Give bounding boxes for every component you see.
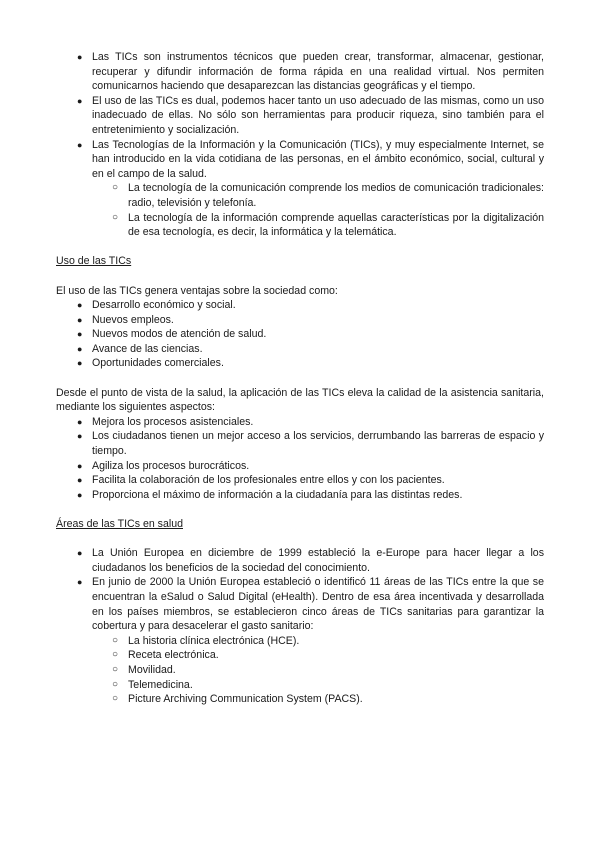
list-item — [56, 415, 544, 430]
bullet-icon: ● — [77, 548, 83, 559]
list-item — [56, 94, 544, 138]
list-item — [56, 575, 544, 706]
bullet-icon: ● — [77, 95, 83, 106]
hollow-bullet-icon: ○ — [112, 649, 119, 661]
hollow-bullet-icon: ○ — [112, 678, 119, 690]
sublist-item-text: La tecnología de la comunicación comprende los medios de comunicación tradicionales: radio, televisión y telefonía. — [128, 182, 544, 209]
list-item-text: El uso de las TICs es dual, podemos hacer tanto un uso adecuado de las mismas, como un uso inadecuado de ellas. No sólo son herramientas para producir riqueza, sino también para el entretenimiento y socialización. — [92, 94, 544, 136]
sublist-item — [92, 678, 544, 693]
sublist-item-text: Movilidad. — [128, 663, 176, 676]
sublist-item — [92, 634, 544, 649]
list-item-text: Nuevos empleos. — [92, 313, 174, 326]
sublist-item — [92, 692, 544, 707]
hollow-bullet-icon: ○ — [112, 182, 119, 194]
salud-list — [56, 415, 544, 503]
areas-list — [56, 546, 544, 707]
hollow-bullet-icon: ○ — [112, 211, 119, 223]
list-item — [56, 473, 544, 488]
hollow-bullet-icon: ○ — [112, 693, 119, 705]
list-item — [56, 50, 544, 94]
list-item — [56, 356, 544, 371]
sublist-item — [92, 211, 544, 240]
sublist-item-text: Telemedicina. — [128, 678, 193, 691]
sublist-item-text: La tecnología de la información comprende aquellas características por la digitalización de esa tecnología, es decir, la informática y la telemática. — [128, 211, 544, 239]
sublist-item — [92, 663, 544, 678]
bullet-icon: ● — [77, 300, 83, 311]
list-item-text: Desarrollo económico y social. — [92, 299, 236, 312]
list-item-text: En junio de 2000 la Unión Europea estableció o identificó 11 áreas de las TICs entre la que se encuentran la eSalud o Salud Digital (eHealth). Dentro de esa área incentivada y desarrollada en los países miembros, se establecieron cinco áreas de TICs sanitarias para garantizar la cobertura y para desacelerar el gasto sanitario: — [92, 576, 544, 633]
list-item-text: Agiliza los procesos burocráticos. — [92, 459, 250, 472]
sublist-item — [92, 648, 544, 663]
list-item-text: Los ciudadanos tienen un mejor acceso a los servicios, derrumbando las barreras de espacio y tiempo. — [92, 430, 544, 458]
intro-list — [56, 50, 544, 240]
bullet-icon: ● — [77, 358, 83, 369]
list-item-text: Mejora los procesos asistenciales. — [92, 415, 254, 428]
list-item — [56, 488, 544, 503]
list-item — [56, 298, 544, 313]
list-item-text: Nuevos modos de atención de salud. — [92, 328, 267, 341]
bullet-icon: ● — [77, 489, 83, 500]
sublist-item-text: Picture Archiving Communication System (PACS). — [128, 693, 363, 706]
list-item — [56, 138, 544, 240]
bullet-icon: ● — [77, 416, 83, 427]
list-item-text: Las TICs son instrumentos técnicos que pueden crear, transformar, almacenar, gestionar, recuperar y difundir información de forma rápida en una realidad virtual. Nos permiten comunicarnos haciendo que desaparezcan las distancias geográficas y el tiempo. — [92, 51, 544, 93]
bullet-icon: ● — [77, 343, 83, 354]
list-item-text: Proporciona el máximo de información a la ciudadanía para las distintas redes. — [92, 488, 463, 501]
uso-lead-paragraph: El uso de las TICs genera ventajas sobre la sociedad como: — [56, 284, 338, 297]
areas-sublist — [92, 634, 544, 707]
bullet-icon: ● — [77, 314, 83, 325]
section-heading-uso: Uso de las TICs — [56, 255, 132, 268]
salud-lead-paragraph: Desde el punto de vista de la salud, la aplicación de las TICs eleva la calidad de la asistencia sanitaria, mediante los siguientes aspectos: — [56, 386, 544, 414]
list-item — [56, 327, 544, 342]
bullet-icon: ● — [77, 52, 83, 62]
list-item — [56, 342, 544, 357]
intro-sublist — [92, 181, 544, 239]
bullet-icon: ● — [77, 329, 83, 340]
bullet-icon: ● — [77, 475, 83, 486]
bullet-icon: ● — [77, 431, 83, 442]
uso-list — [56, 298, 544, 371]
list-item — [56, 459, 544, 474]
bullet-icon: ● — [77, 139, 83, 150]
sublist-item — [92, 181, 544, 210]
list-item-text: Avance de las ciencias. — [92, 342, 203, 355]
bullet-icon: ● — [77, 577, 83, 588]
sublist-item-text: Receta electrónica. — [128, 649, 219, 662]
list-item-text: La Unión Europea en diciembre de 1999 estableció la e-Europe para hacer llegar a los ciudadanos los beneficios de la sociedad del conocimiento. — [92, 547, 544, 574]
section-heading-areas: Áreas de las TICs en salud — [56, 518, 183, 530]
list-item-text: Oportunidades comerciales. — [92, 357, 224, 370]
hollow-bullet-icon: ○ — [112, 634, 119, 646]
list-item — [56, 313, 544, 328]
hollow-bullet-icon: ○ — [112, 663, 119, 675]
list-item-text: Facilita la colaboración de los profesionales entre ellos y con los pacientes. — [92, 474, 445, 487]
sublist-item-text: La historia clínica electrónica (HCE). — [128, 634, 300, 647]
list-item-text: Las Tecnologías de la Información y la Comunicación (TICs), y muy especialmente Internet, se han introducido en la vida cotidiana de las personas, en el ámbito económico, social, cultural y en el campo de la salud. — [92, 138, 544, 180]
bullet-icon: ● — [77, 460, 83, 471]
list-item — [56, 429, 544, 458]
list-item — [56, 546, 544, 575]
